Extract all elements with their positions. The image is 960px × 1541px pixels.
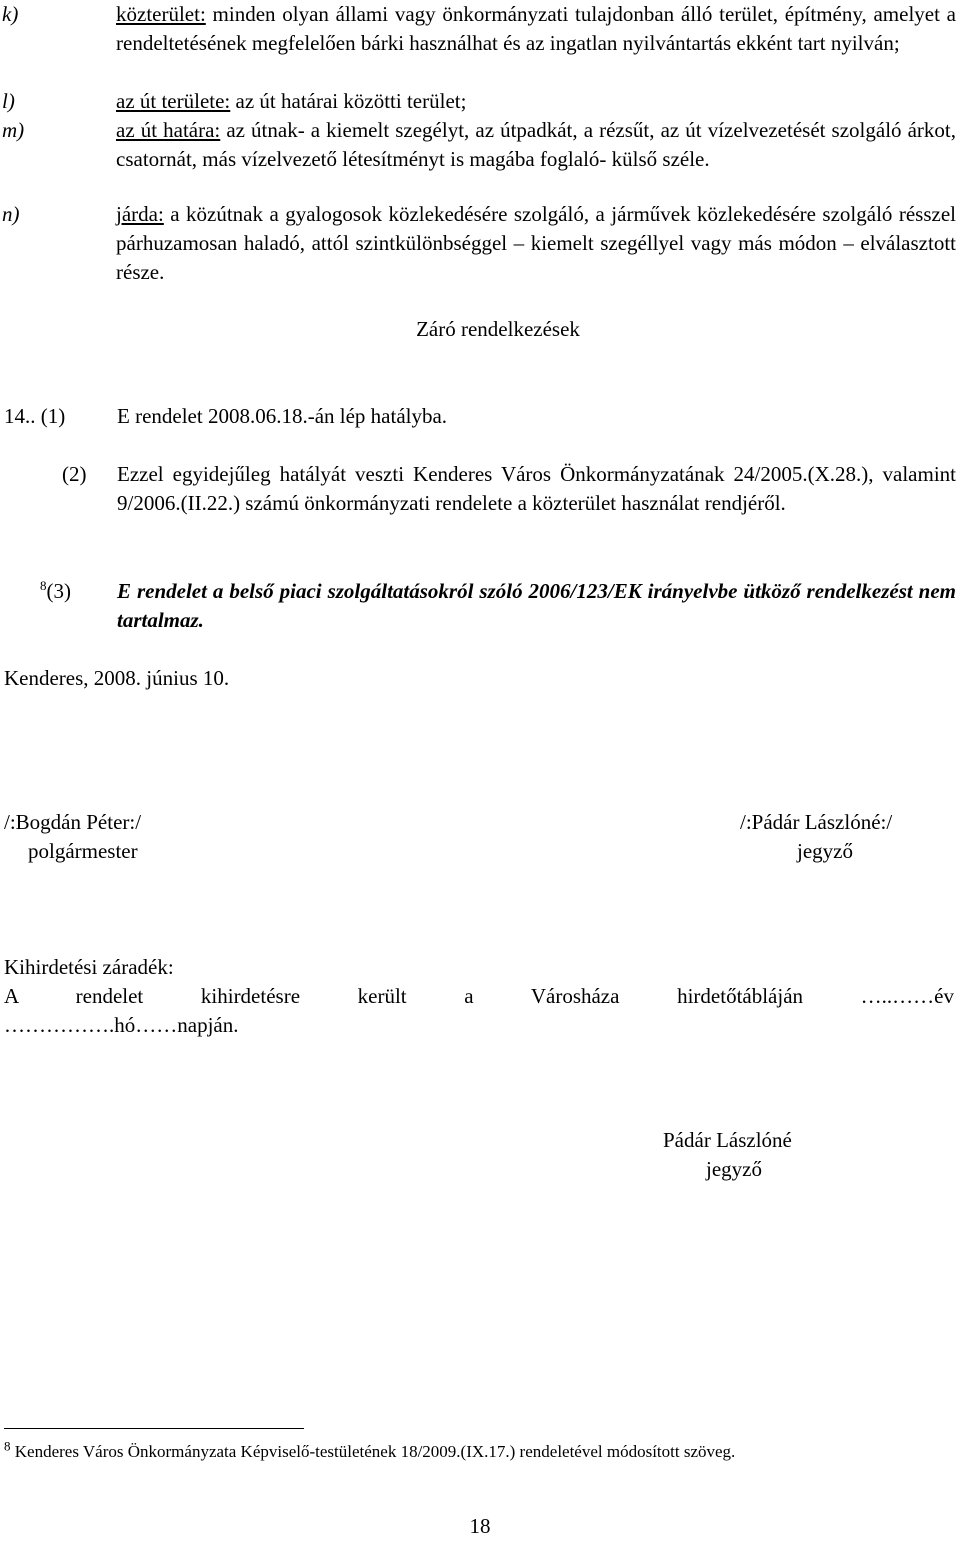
paragraph-3-number (40, 577, 71, 606)
definition-letter: n) (2, 202, 20, 226)
final-signature-title: jegyző (706, 1157, 762, 1181)
definition-n (2, 200, 956, 287)
left-signature-name: /:Bogdán Péter:/ (4, 810, 142, 834)
paragraph-2-number: (2) (62, 462, 87, 486)
right-signature-name: /:Pádár Lászlóné:/ (740, 810, 893, 834)
definition-text: minden olyan állami vagy önkormányzati tulajdonban álló terület, építmény, amelyet a rendeltetésének megfelelően bárki használhat és az ingatlan nyilvántartás ekként tart nyilván; (116, 2, 956, 55)
paragraph-2-text: Ezzel egyidejűleg hatályát veszti Kenderes Város Önkormányzatának 24/2005.(X.28.), valamint 9/2006.(II.22.) számú önkormányzati rendelete a közterület használat rendjéről. (117, 462, 956, 515)
definition-l (2, 87, 956, 116)
footnote-reference: 8 (40, 578, 47, 593)
page-number: 18 (469, 1514, 491, 1538)
promulgation-line-1: A rendelet kihirdetésre került a Városháza hirdetőtábláján …..……év (4, 984, 954, 1008)
definition-letter: k) (2, 2, 19, 26)
paragraph-3-num-label: (3) (46, 579, 71, 603)
section-title: Záró rendelkezések (416, 317, 580, 341)
definition-term: az út területe: (116, 89, 231, 113)
definition-letter: m) (2, 118, 25, 142)
paragraph-3-text: E rendelet a belső piaci szolgáltatásokról szóló 2006/123/EK irányelvbe ütköző rendelkezést nem tartalmaz. (117, 579, 956, 632)
footnote-separator (4, 1428, 304, 1429)
definition-text: az útnak- a kiemelt szegélyt, az útpadkát, a rézsűt, az út vízelvezetését szolgáló árkot, csatornát, más vízelvezető létesítményt is magába foglaló- külső széle. (116, 118, 957, 171)
paragraph-1-text: E rendelet 2008.06.18.-án lép hatályba. (117, 404, 448, 428)
definition-text: az út határai közötti terület; (230, 89, 467, 113)
paragraph-1-number: 14.. (1) (4, 404, 66, 428)
left-signature-title: polgármester (28, 839, 138, 863)
definition-term: az út határa: (116, 118, 221, 142)
right-signature-title: jegyző (797, 839, 853, 863)
final-signature-name: Pádár Lászlóné (663, 1128, 792, 1152)
definition-k (2, 0, 956, 58)
definition-term: közterület: (116, 2, 206, 26)
footnote (4, 1440, 735, 1464)
footnote-text: Kenderes Város Önkormányzata Képviselő-testületének 18/2009.(IX.17.) rendeletével módosított szöveg. (10, 1442, 736, 1461)
definition-term: járda: (116, 202, 164, 226)
promulgation-line-2: …………….hó……napján. (4, 1013, 239, 1037)
definition-m (2, 116, 957, 174)
place-date: Kenderes, 2008. június 10. (4, 666, 230, 690)
promulgation-title: Kihirdetési záradék: (4, 955, 174, 979)
footnote-number: 8 (4, 1438, 11, 1454)
definition-letter: l) (2, 89, 15, 113)
definition-text: a közútnak a gyalogosok közlekedésére szolgáló, a járművek közlekedésére szolgáló résszel párhuzamosan haladó, attól szintkülönbséggel – kiemelt szegéllyel vagy más módon – elválasztott része. (116, 202, 956, 284)
